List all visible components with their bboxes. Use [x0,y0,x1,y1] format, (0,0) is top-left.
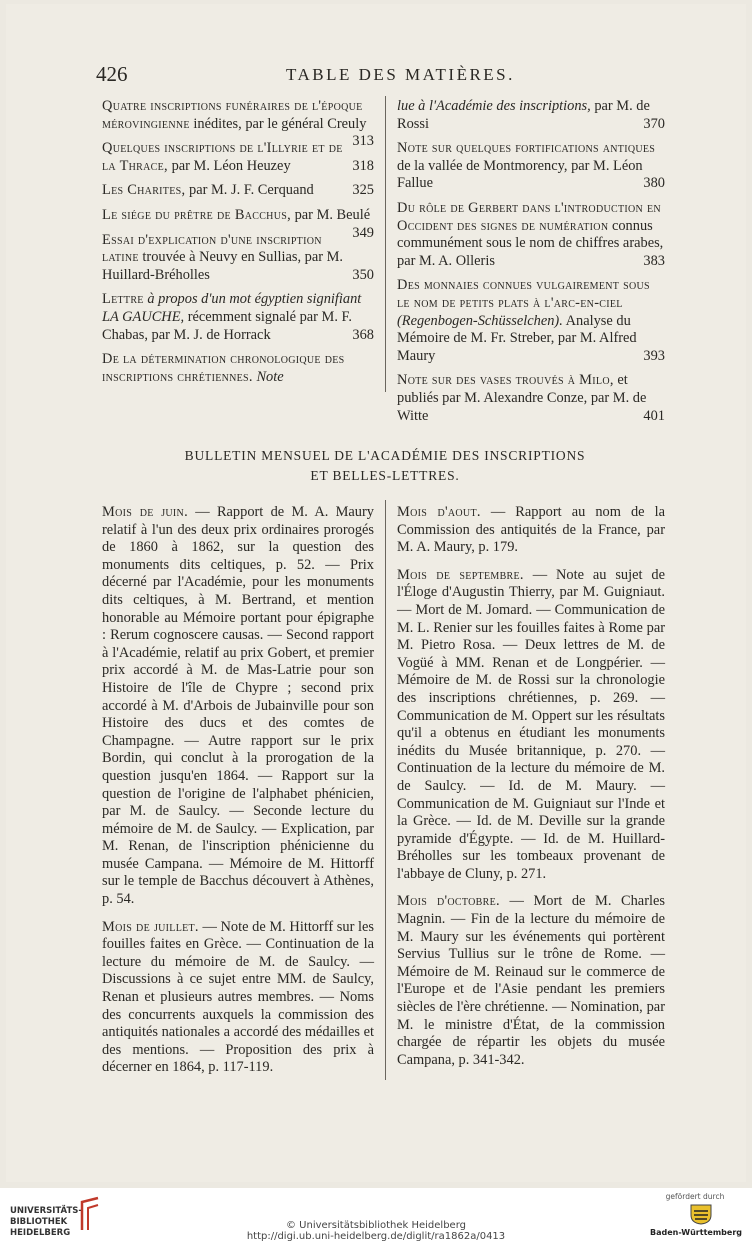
bulletin-text: — Note au sujet de l'Éloge d'Augustin Thierry, par M. Guigniaut. — Mort de M. Jomard. — Communication de M. L. Renier sur les fouilles faites à Rome par M. Pietro Rosa. — Deux lettres de M. de Vogüé à MM. Renan et de Longpérier. — Mémoire de M. de Rossi sur la chronologie des inscriptions chrétiennes, p. 269. — Communication de M. Oppert sur les résultats qu'il a obtenus en étudiant les monuments inédits du Musée britannique, p. 270. — Continuation de la lecture du mémoire de M. de Saulcy. — Id. de M. Maury. — Communication de M. Guigniaut sur l'Inde et la Grèce. — Id. de M. Deville sur la grande pyramide d'Égypte. — Id. de M. Huillard-Bréholles sur les tombeaux provenant de l'abbaye de Cluny, p. 271. [397,566,665,882]
running-title: TABLE DES MATIÈRES. [286,65,515,84]
toc-entry-title: Des monnaies connues vulgairement sous le nom de petits plats à l'arc-en-ciel [397,277,650,311]
section-title-line: BULLETIN MENSUEL DE L'ACADÉMIE DES INSCRIPTIONS [184,448,586,463]
library-logo-line: HEIDELBERG [10,1228,71,1238]
toc-entry-title: Lettre [102,291,144,308]
copyright-notice [0,1220,752,1242]
toc-entry-title: Note sur quelques fortifications antiques [397,140,656,157]
toc-entry-title: Note sur des vases trouvés à Milo, [397,372,614,389]
toc-entry-text: par M. de Rossi [397,98,650,132]
bulletin-month: Mois de juillet. [102,918,199,935]
toc-entry-page: 350 [352,266,374,283]
toc-entry-title: Le siége du prêtre de Bacchus, [102,206,291,223]
toc-entry [102,232,374,285]
toc-entry-page: 368 [352,326,374,343]
page-header [96,62,674,92]
toc-entry-text: par M. J. F. Cerquand [189,182,314,199]
section-title [96,446,674,486]
toc-entry-page: 393 [643,347,665,364]
toc-entry [102,291,374,344]
toc-entry-text: trouvée à Neuvy en Sullias, par M. Huillard-Bréholles [102,249,344,283]
toc-entry-text: Analyse du Mémoire de M. Fr. Streber, par M. Alfred Maury [397,312,637,364]
bulletin-text: — Mort de M. Charles Magnin. — Fin de la lecture du mémoire de M. Maury sur les événements qui portèrent Servius Tullius sur le trône de Rome. — Mémoire de M. Reinaud sur le commerce de l'Europe et de l'Asie pendant les premiers siècles de l'ère chrétienne. — Nomination, par M. le ministre d'État, de la commission chargée de répartir les objets du musée Campana, p. 341-342. [397,893,665,1068]
coat-of-arms-icon [683,1203,719,1225]
bulletin-month: Mois de juin. [102,504,188,520]
bulletin-entry [397,504,665,557]
toc-entry-italic: lue à l'Académie des inscriptions, [397,98,591,114]
toc-entry-italic: à propos d'un mot égyptien signifiant LA GAUCHE, [102,291,362,325]
toc-entry-page: 318 [352,157,374,174]
toc-entry-page: 401 [643,407,665,424]
toc-entry-text: par M. Léon Heuzey [171,157,291,174]
page-number: 426 [96,62,128,86]
bulletin-text: — Rapport au nom de la Commission des antiquités de la France, par M. A. Maury, p. 179. [397,504,665,556]
column-divider [385,500,386,1080]
toc-entry-page: 380 [643,175,665,192]
toc-entry-page: 370 [643,115,665,132]
viewer-footer [0,1188,752,1242]
bulletin-entry [397,567,665,884]
toc-entry-title: De la détermination chronologique des inscriptions chrétiennes. [102,351,345,385]
toc-entry [397,98,665,133]
toc-entry [102,182,374,200]
toc-entry-text: connus communément sous le nom de chiffres arabes, par M. A. Olleris [397,217,664,269]
toc-entry-text: récemment signalé par M. F. Chabas, par M. J. de Horrack [102,308,352,343]
funder-name: Baden-Württemberg [649,1228,742,1237]
toc-entry-italic: (Regenbogen-Schüsselchen). [397,312,563,329]
toc-entry-text: par M. Beulé [294,206,371,223]
column-divider [385,96,386,392]
bulletin-entry [397,893,665,1069]
bulletin-month: Mois d'octobre. [397,893,500,910]
toc-entry-page: 325 [352,182,374,199]
toc-entry [102,140,374,175]
bulletin-month: Mois d'aout. [397,504,481,520]
copyright-text: © Universitätsbibliothek Heidelberg [285,1220,466,1231]
toc-right-column [397,98,665,432]
toc-entry-italic: Note [256,368,284,385]
toc-entry [397,200,665,270]
funding-label: gefördert durch [665,1192,725,1201]
toc-left-column [102,98,374,393]
toc-entry-title: Quelques inscriptions de l'Illyrie et de la Thrace, [102,140,343,174]
toc-entry [102,206,374,241]
bulletin-right-column [397,504,665,1079]
bulletin-entry [102,504,374,909]
bulletin-month: Mois de septembre. [397,566,524,583]
library-logo-line: BIBLIOTHEK [10,1217,68,1227]
toc-entry-text: inédites, par le général Creuly [193,115,367,132]
toc-entry-title: Les Charites, [102,182,186,199]
toc-entry-page: 349 [352,224,374,241]
permalink[interactable]: http://digi.ub.uni-heidelberg.de/diglit/ra1862a/0413 [246,1231,506,1242]
bulletin-text: — Note de M. Hittorff sur les fouilles faites en Grèce. — Continuation de la lecture du mémoire de M. de Saulcy. — Discussions à ce sujet entre MM. de Saulcy, Renan et plusieurs autres membres. — Noms des concurrents auxquels la commission des antiquités nationales a accordé des médailles et des mentions. — Proposition des prix à décerner en 1864, p. 117-119. [102,918,375,1076]
toc-entry [102,351,374,386]
bulletin-text: — Rapport de M. A. Maury relatif à l'un des deux prix ordinaires prorogés de 1860 à 1862, sur la question des monuments dits celtiques, p. 52. — Prix décerné par l'Académie, pour les monuments dits celtiques, à M. Bertrand, et mention honorable au Mémoire portant pour épigraphe : Rerum cognoscere causas. — Second rapport à l'Académie, relatif au prix Gobert, et premier prix accordé à M. de Mas-Latrie pour son Histoire de l'île de Chypre ; second prix accordé à M. d'Arbois de Jubainville pour son Histoire des ducs et des comtes de Champagne. — Autre rapport sur le prix Bordin, qui conclut à la prorogation de la question jusqu'en 1864. — Rapport sur la question de l'origine de l'alphabet phénicien, par M. de Saulcy. — Seconde lecture du mémoire de M. de Saulcy. — Explication, par M. Renan, de l'inscription phénicienne du musée Campana. — Mémoire de M. Hittorff sur le temple de Bacchus découvert à Athènes, p. 54. [102,504,374,908]
toc-entry-text: de la vallée de Montmorency, par M. Léon Fallue [397,157,643,192]
library-logo-line: UNIVERSITÄTS- [10,1206,82,1216]
toc-entry-page: 383 [643,252,665,269]
toc-entry-title: Du rôle de Gerbert dans l'introduction en Occident des signes de numération [397,199,661,234]
toc-entry [397,372,665,425]
toc-entry-title: Quatre inscriptions funéraires de l'époque mérovingienne [102,98,363,132]
toc-entry [397,140,665,193]
section-title-line: ET BELLES-LETTRES. [310,468,460,483]
bulletin-entry [102,919,374,1077]
toc-entry-title: Essai d'explication d'une inscription latine [102,231,322,266]
toc-entry [102,98,374,150]
toc-entry-page: 313 [352,133,374,150]
bulletin-left-column [102,504,374,1087]
toc-entry-text: et publiés par M. Alexandre Conze, par M. de Witte [397,372,647,424]
toc-entry [397,277,665,365]
